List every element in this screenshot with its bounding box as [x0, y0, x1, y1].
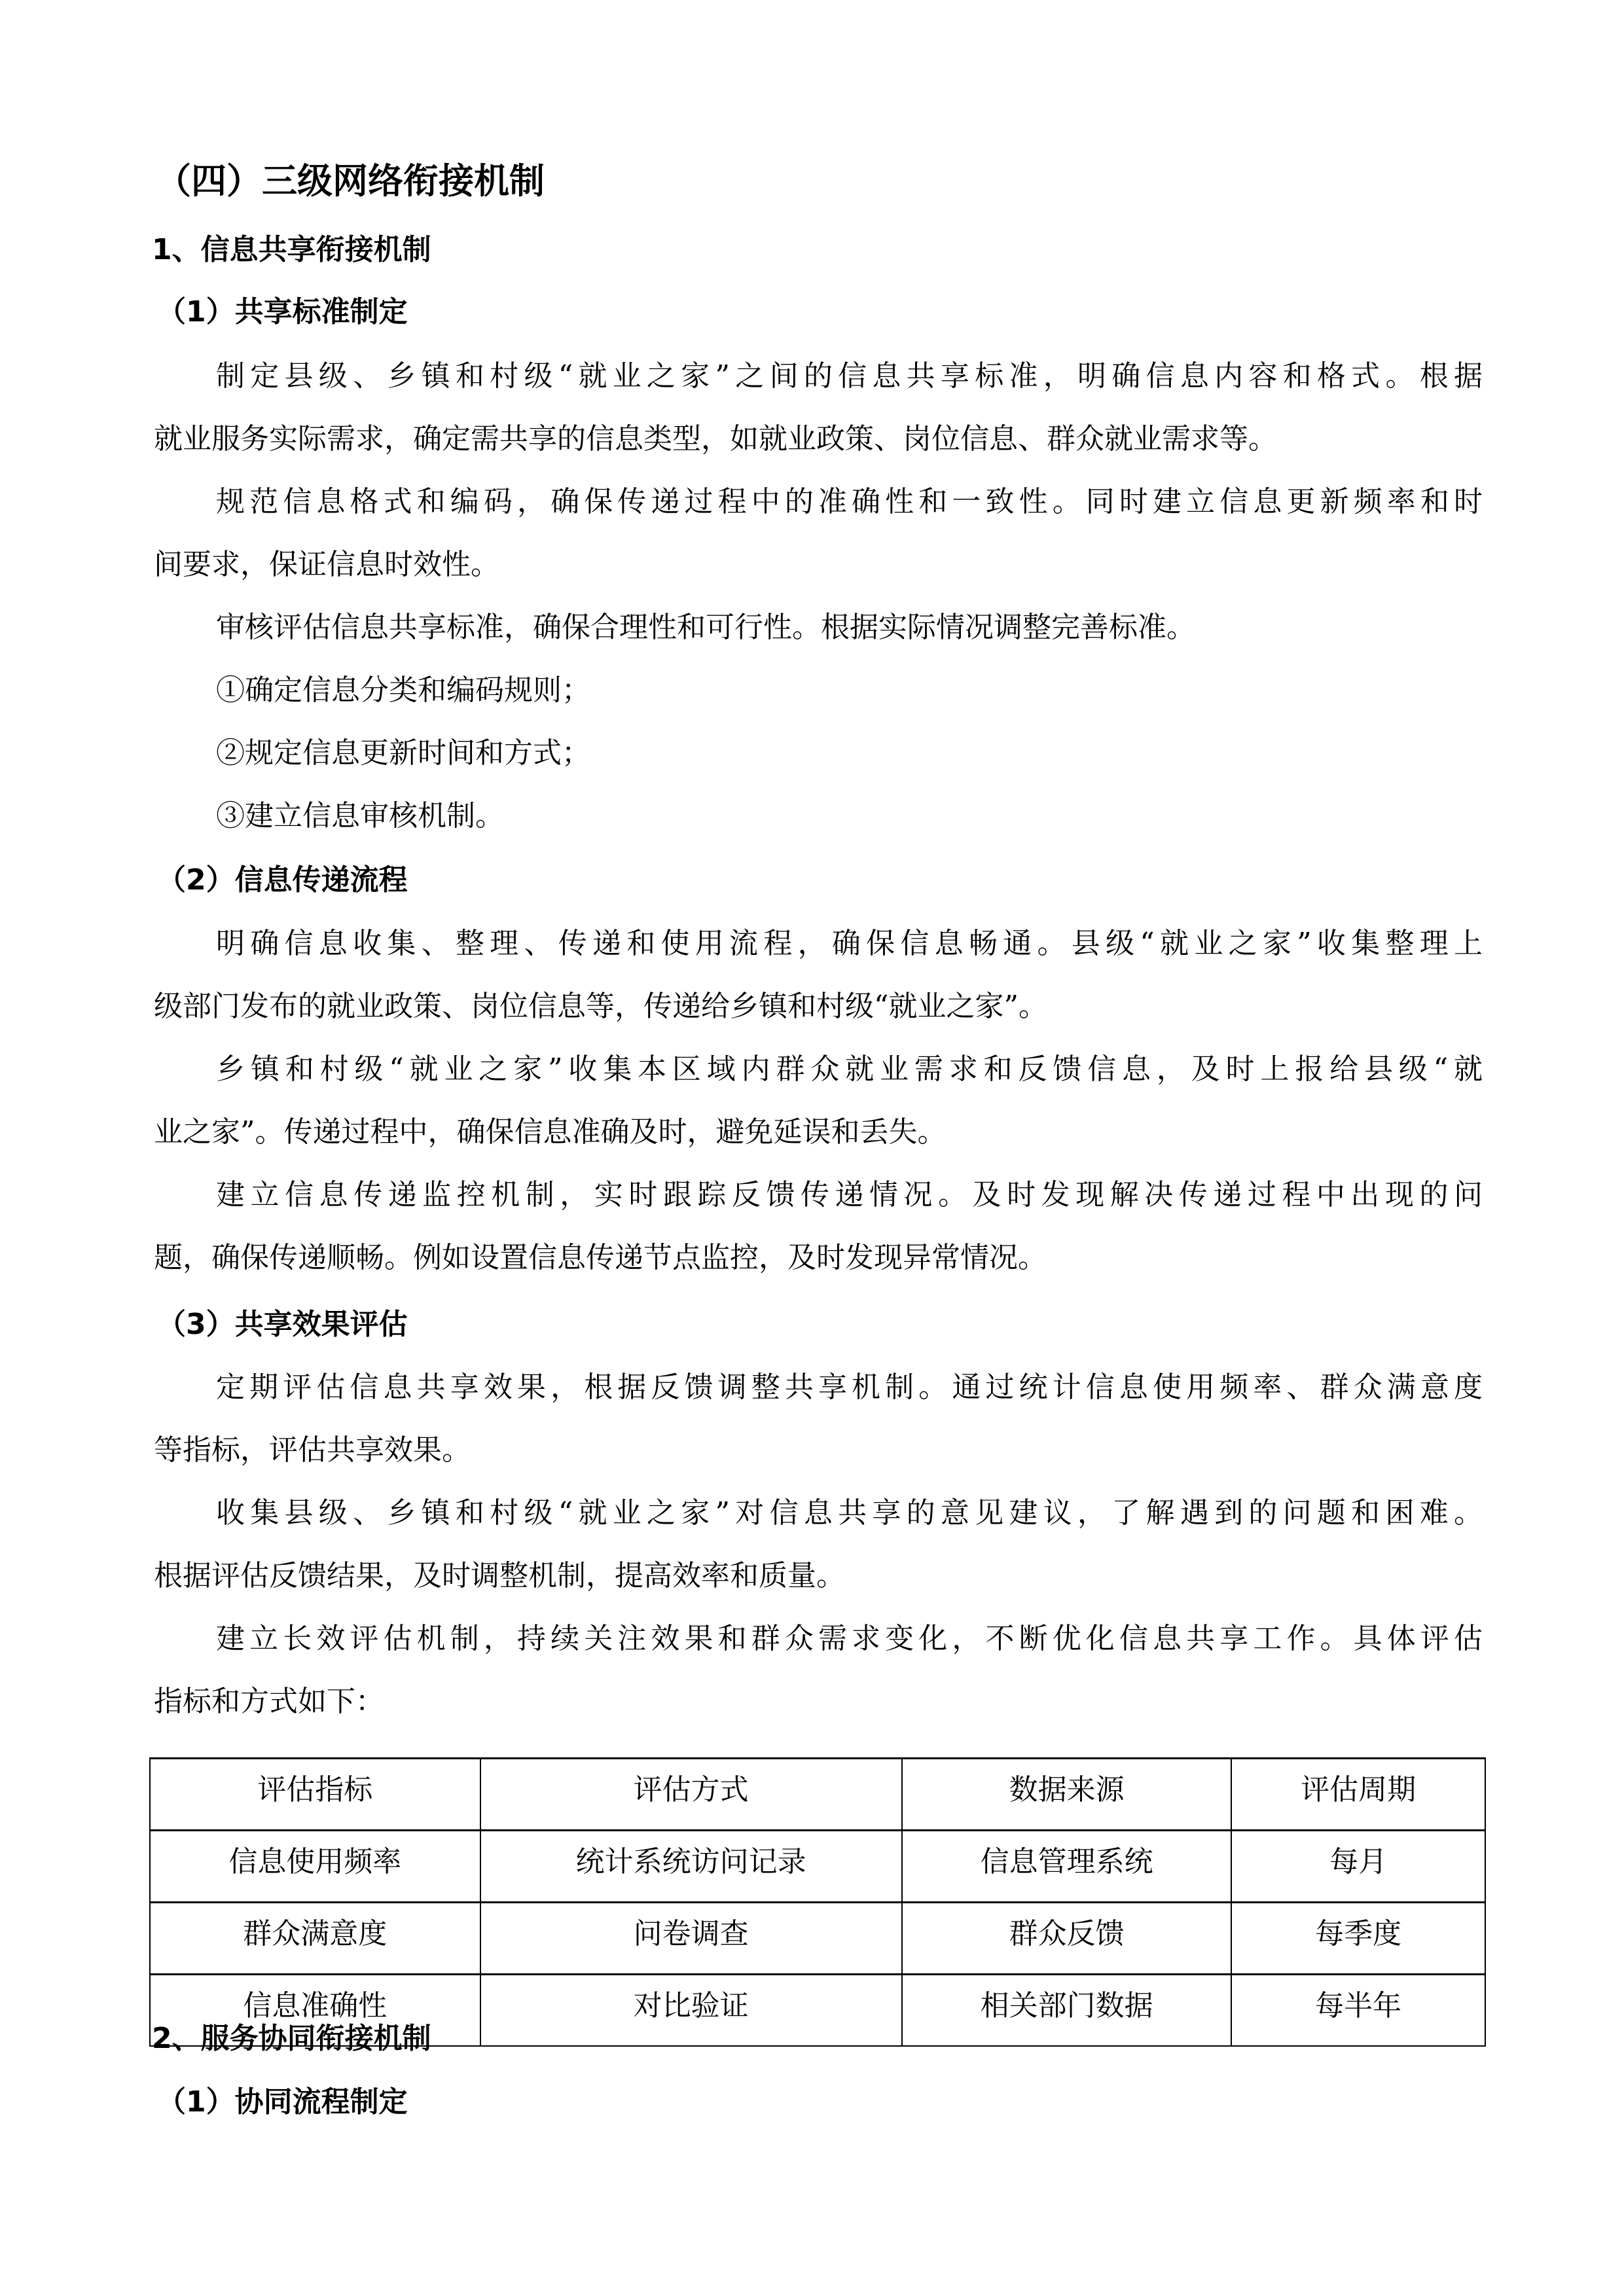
list-item: ②规定信息更新时间和方式； — [216, 736, 590, 770]
paragraph-line: 等指标，评估共享效果。 — [154, 1433, 471, 1467]
table-cell: 信息使用频率 — [150, 1831, 480, 1903]
paragraph-line: 建立长效评估机制，持续关注效果和群众需求变化，不断优化信息共享工作。具体评估 — [216, 1622, 1483, 1655]
table-row — [150, 1903, 1485, 1975]
table-cell: 信息管理系统 — [902, 1831, 1232, 1903]
paragraph-line: 乡镇和村级“就业之家”收集本区域内群众就业需求和反馈信息，及时上报给县级“就 — [216, 1052, 1483, 1086]
list-item: ③建立信息审核机制。 — [216, 799, 504, 833]
table-cell: 每季度 — [1231, 1903, 1485, 1975]
evaluation-table — [149, 1757, 1486, 2047]
paragraph-line: 指标和方式如下： — [154, 1685, 384, 1718]
table-cell: 问卷调查 — [480, 1903, 902, 1975]
table-cell: 群众满意度 — [150, 1903, 480, 1975]
table-cell: 每半年 — [1231, 1975, 1485, 2047]
table-header-cell: 评估方式 — [480, 1759, 902, 1831]
section-title: （四）三级网络衔接机制 — [156, 160, 545, 202]
paragraph-line: 收集县级、乡镇和村级“就业之家”对信息共享的意见建议，了解遇到的问题和困难。 — [216, 1496, 1483, 1530]
paragraph-line: 级部门发布的就业政策、岗位信息等，传递给乡镇和村级“就业之家”。 — [154, 990, 1047, 1023]
heading-service-coordination: 2、服务协同衔接机制 — [152, 2022, 431, 2055]
paragraph-line: 根据评估反馈结果，及时调整机制，提高效率和质量。 — [154, 1559, 845, 1592]
table-header-cell: 评估周期 — [1231, 1759, 1485, 1831]
paragraph-line: 间要求，保证信息时效性。 — [154, 548, 499, 581]
paragraph-line: 业之家”。传递过程中，确保信息准确及时，避免延误和丢失。 — [154, 1115, 947, 1149]
table-header-cell: 数据来源 — [902, 1759, 1232, 1831]
paragraph-line: 明确信息收集、整理、传递和使用流程，确保信息畅通。县级“就业之家”收集整理上 — [216, 927, 1483, 960]
paragraph-line: 题，确保传递顺畅。例如设置信息传递节点监控，及时发现异常情况。 — [154, 1241, 1047, 1274]
paragraph-line: 制定县级、乡镇和村级“就业之家”之间的信息共享标准，明确信息内容和格式。根据 — [216, 359, 1483, 393]
list-item: ①确定信息分类和编码规则； — [216, 673, 590, 707]
paragraph-line: 定期评估信息共享效果，根据反馈调整共享机制。通过统计信息使用频率、群众满意度 — [216, 1371, 1483, 1404]
heading-info-sharing: 1、信息共享衔接机制 — [152, 233, 431, 266]
paragraph-line: 规范信息格式和编码，确保传递过程中的准确性和一致性。同时建立信息更新频率和时 — [216, 485, 1483, 518]
subheading-info-transfer: （2）信息传递流程 — [157, 863, 408, 897]
table-cell: 信息准确性 — [150, 1975, 480, 2047]
table-header-cell: 评估指标 — [150, 1759, 480, 1831]
table-cell: 每月 — [1231, 1831, 1485, 1903]
table-row — [150, 1831, 1485, 1903]
table-cell: 群众反馈 — [902, 1903, 1232, 1975]
subheading-sharing-standards: （1）共享标准制定 — [157, 295, 408, 329]
table-cell: 对比验证 — [480, 1975, 902, 2047]
table-cell: 相关部门数据 — [902, 1975, 1232, 2047]
table-header-row — [150, 1759, 1485, 1831]
paragraph-line: 就业服务实际需求，确定需共享的信息类型，如就业政策、岗位信息、群众就业需求等。 — [154, 422, 1277, 456]
table-cell: 统计系统访问记录 — [480, 1831, 902, 1903]
subheading-coordination-process: （1）协同流程制定 — [157, 2085, 408, 2119]
paragraph-line: 建立信息传递监控机制，实时跟踪反馈传递情况。及时发现解决传递过程中出现的问 — [216, 1178, 1483, 1211]
paragraph-line: 审核评估信息共享标准，确保合理性和可行性。根据实际情况调整完善标准。 — [216, 611, 1195, 644]
subheading-sharing-evaluation: （3）共享效果评估 — [157, 1308, 408, 1341]
